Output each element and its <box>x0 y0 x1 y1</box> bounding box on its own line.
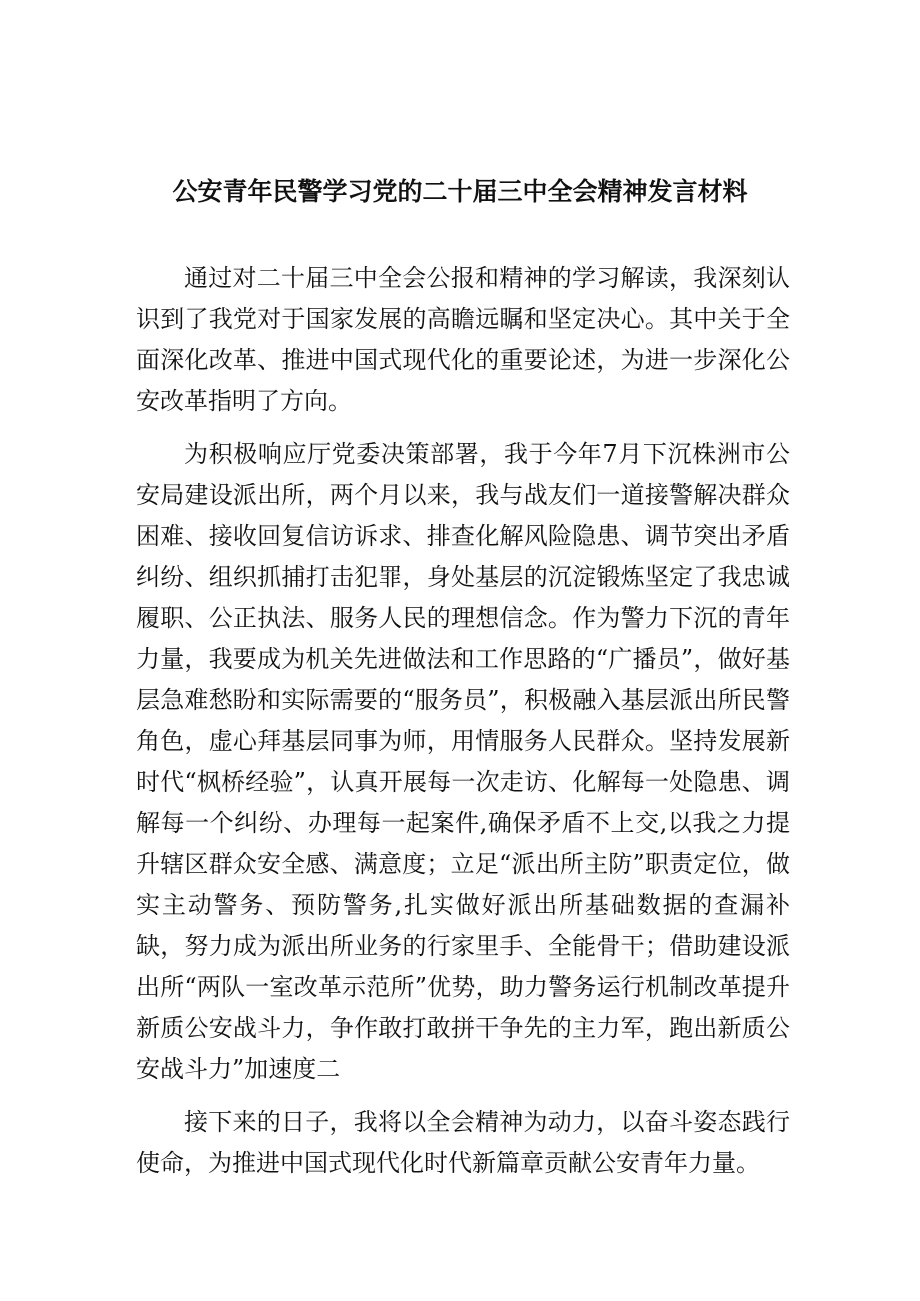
paragraph-conclusion: 接下来的日子，我将以全会精神为动力，以奋斗姿态践行使命，为推进中国式现代化时代新篇章贡献公安青年力量。 <box>136 1108 790 1177</box>
paragraph-main: 为积极响应厅党委决策部署，我于今年7月下沉株洲市公安局建设派出所，两个月以来，我与战友们一道接警解决群众困难、接收回复信访诉求、排查化解风险隐患、调节突出矛盾纠纷、组织抓捕打击犯罪，身处基层的沉淀锻炼坚定了我忠诚履职、公正执法、服务人民的理想信念。作为警力下沉的青年力量，我要成为机关先进做法和工作思路的“广播员”，做好基层急难愁盼和实际需要的“服务员”，积极融入基层派出所民警角色，虚心拜基层同事为师，用情服务人民群众。坚持发展新时代“枫桥经验”，认真开展每一次走访、化解每一处隐患、调解每一个纠纷、办理每一起案件,确保矛盾不上交,以我之力提升辖区群众安全感、满意度；立足“派出所主防”职责定位，做实主动警务、预防警务,扎实做好派出所基础数据的查漏补缺，努力成为派出所业务的行家里手、全能骨干；借助建设派出所“两队一室改革示范所”优势，助力警务运行机制改革提升新质公安战斗力，争作敢打敢拼干争先的主力军，跑出新质公安战斗力”加速度二 <box>136 440 790 1083</box>
paragraph-intro: 通过对二十届三中全会公报和精神的学习解读，我深刻认识到了我党对于国家发展的高瞻远瞩和坚定决心。其中关于全面深化改革、推进中国式现代化的重要论述，为进一步深化公安改革指明了方向。 <box>136 264 790 415</box>
document-title: 公安青年民警学习党的二十届三中全会精神发言材料 <box>172 177 748 206</box>
document-body <box>136 258 790 1184</box>
